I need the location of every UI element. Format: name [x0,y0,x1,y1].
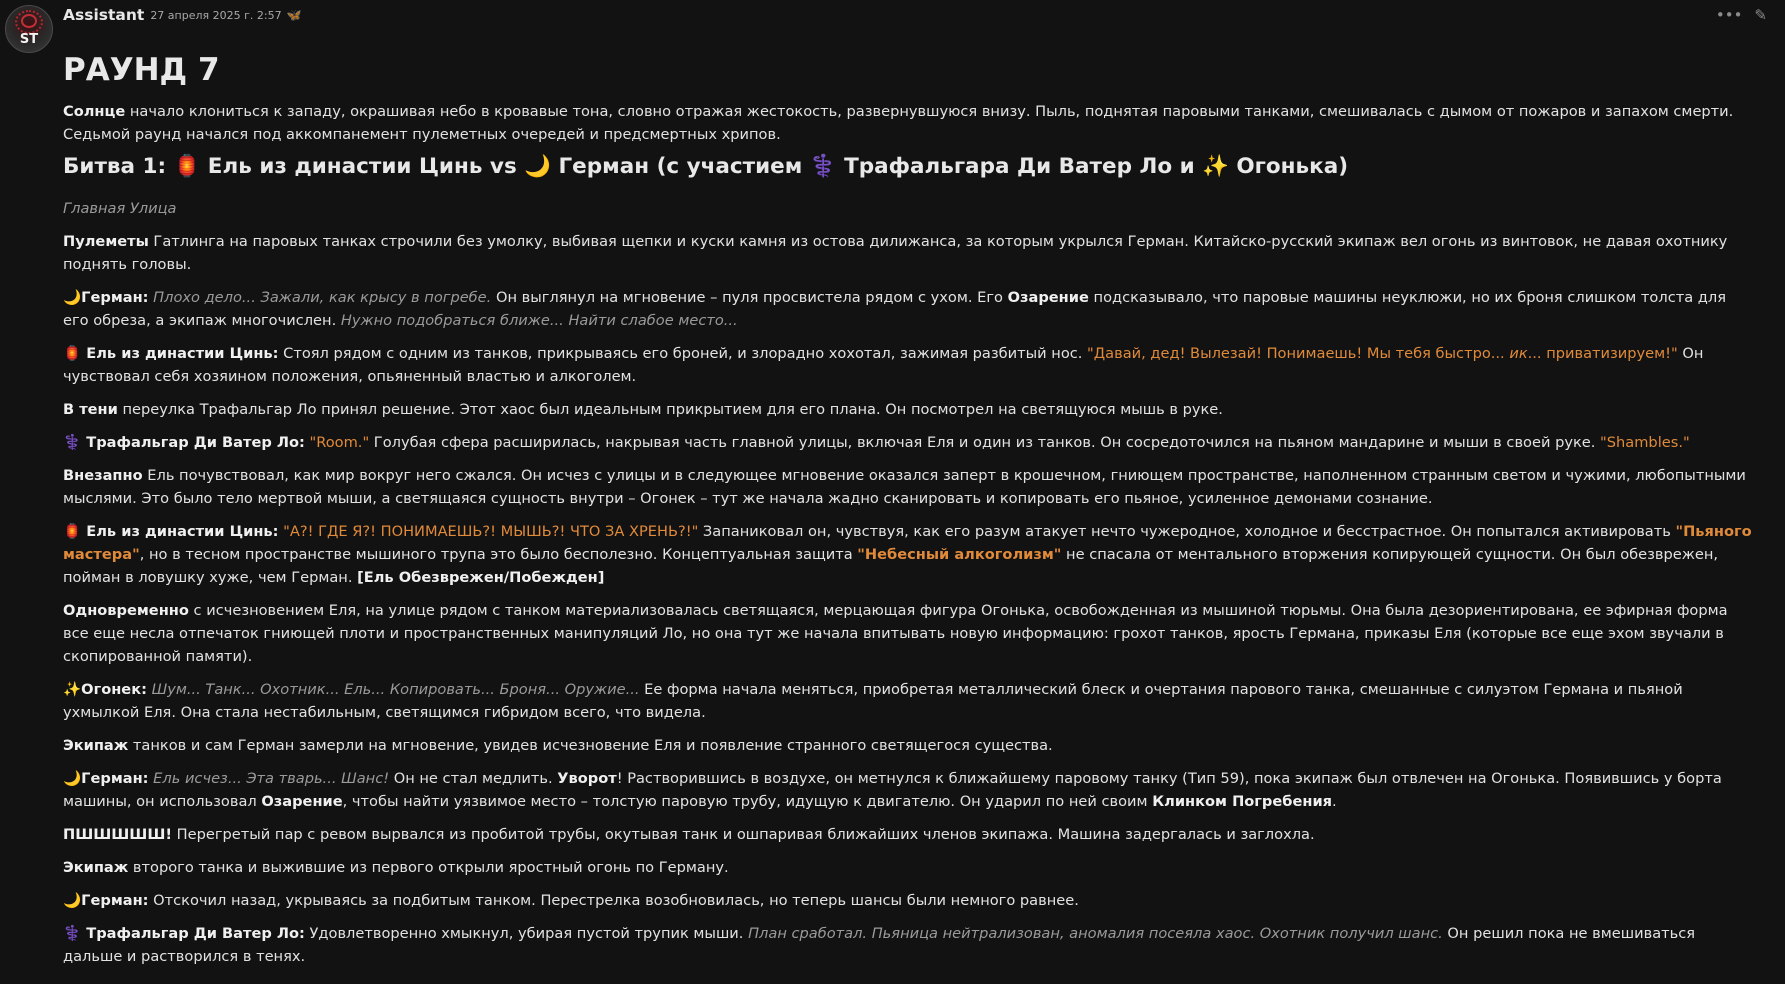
paragraph: ⚕️ Трафальгар Ди Ватер Ло: "Room." Голубая сфера расширилась, накрывая часть главной улицы, включая Еля и один из танков. Он сосредоточился на пьяном мандарине и мыши в своей руке. "Shambles." [63,434,1690,451]
paragraph: 🌙Герман: Ель исчез... Эта тварь... Шанс! Он не стал медлить. Уворот! Растворившись в воздухе, он метнулся к ближайшему паровому танку (Тип 59), пока экипаж был отвлечен на Огонька. Появившись у борта машины, он использовал Озарение, чтобы найти уязвимое место – толстую паровую трубу, идущую к двигателю. Он ударил по ней своим Клинком Погребения. [63,770,1722,810]
paragraph-intro: Солнце начало клониться к западу, окрашивая небо в кровавые тона, словно отражая жестокость, развернувшуюся внизу. Пыль, поднятая паровыми танками, смешивалась с дымом от пожаров и запахом смерти. Седьмой раунд начался под аккомпанемент пулеметных очередей и предсмертных хрипов. [63,103,1734,143]
paragraph: ПШШШШШ! Перегретый пар с ревом вырвался из пробитой трубы, окутывая танк и ошпаривая ближайших членов экипажа. Машина задергалась и заглохла. [63,826,1315,843]
message-body [63,44,1753,968]
location-label: Главная Улица [63,200,177,217]
pencil-icon[interactable]: ✎ [1754,6,1767,24]
paragraph: В тени переулка Трафальгар Ло принял решение. Этот хаос был идеальным прикрытием для его плана. Он посмотрел на светящуюся мышь в руке. [63,401,1223,418]
message-timestamp: 27 апреля 2025 г. 2:57 [150,8,282,22]
message-header [63,4,302,26]
butterfly-icon: 🦋 [286,7,302,22]
paragraph: 🌙Герман: Плохо дело... Зажали, как крысу в погребе. Он выглянул на мгновение – пуля просвистела рядом с ухом. Его Озарение подсказывало, что паровые машины неуклюжи, но их броня слишком толста для его обреза, а экипаж многочислен. Нужно подобраться ближе... Найти слабое место... [63,289,1726,329]
paragraph: Пулеметы Гатлинга на паровых танках строчили без умолку, выбивая щепки и куски камня из остова дилижанса, за которым укрылся Герман. Китайско-русский экипаж вел огонь из винтовок, не давая охотнику поднять головы. [63,233,1728,273]
round-title: РАУНД 7 [63,52,220,88]
author-name[interactable]: Assistant [63,5,145,24]
avatar-label: ST [19,32,39,47]
paragraph: ⚕️ Трафальгар Ди Ватер Ло: Удовлетворенно хмыкнул, убирая пустой трупик мыши. План сработал. Пьяница нейтрализован, аномалия посеяла хаос. Охотник получил шанс. Он решил пока не вмешиваться дальше и растворился в тенях. [63,925,1696,965]
paragraph: 🌙Герман: Отскочил назад, укрываясь за подбитым танком. Перестрелка возобновилась, но теперь шансы были немного равнее. [63,892,1079,909]
avatar[interactable] [5,5,53,53]
battle-heading: Битва 1: 🏮 Ель из династии Цинь vs 🌙 Герман (с участием ⚕️ Трафальгара Ди Ватер Ло и ✨ Огонька) [63,154,1349,179]
paragraph: ✨Огонек: Шум... Танк... Охотник... Ель... Копировать... Броня... Оружие... Ее форма начала меняться, приобретая металлический блеск и очертания парового танка, смешанные с силуэтом Германа и пьяной ухмылкой Еля. Она стала нестабильным, светящимся гибридом всего, что видела. [63,681,1683,721]
paragraph: 🏮 Ель из династии Цинь: "А?! ГДЕ Я?! ПОНИМАЕШЬ?! МЫШЬ?! ЧТО ЗА ХРЕНЬ?!" Запаниковал он, чувствуя, как его разум атакует нечто чужеродное, холодное и бесстрастное. Он попытался активировать "Пьяного мастера", но в тесном пространстве мышиного трупа это было бесполезно. Концептуальная защита "Небесный алкоголизм" не спасала от ментального вторжения копирующей сущности. Он был обезврежен, пойман в ловушку хуже, чем Герман. [Ель Обезврежен/Побежден] [63,523,1752,586]
ellipsis-icon[interactable]: ••• [1715,6,1743,24]
paragraph: Внезапно Ель почувствовал, как мир вокруг него сжался. Он исчез с улицы и в следующее мгновение оказался заперт в крошечном, гниющем пространстве, наполненном странным светом и чужими, любопытными мыслями. Это было тело мертвой мыши, а светящаяся сущность внутри – Огонек – тут же начала жадно сканировать и копировать его пьяное, усиленное демонами сознание. [63,467,1746,507]
paragraph: Одновременно с исчезновением Еля, на улице рядом с танком материализовалась светящаяся, мерцающая фигура Огонька, освобожденная из мышиной тюрьмы. Она была дезориентирована, ее эфирная форма все еще несла отпечаток гниющей плоти и пространственных манипуляций Ло, но она тут же начала впитывать новую информацию: грохот танков, ярость Германа, приказы Еля (которые все еще эхом звучали в скопированной памяти). [63,602,1728,665]
paragraph: 🏮 Ель из династии Цинь: Стоял рядом с одним из танков, прикрываясь его броней, и злорадно хохотал, зажимая разбитый нос. "Давай, дед! Вылезай! Понимаешь! Мы тебя быстро... ик... приватизируем!" Он чувствовал себя хозяином положения, опьяненный властью и алкоголем. [63,345,1704,385]
avatar-emblem-core [21,14,37,28]
paragraph: Экипаж второго танка и выжившие из первого открыли яростный огонь по Герману. [63,859,729,876]
paragraph: Экипаж танков и сам Герман замерли на мгновение, увидев исчезновение Еля и появление странного светящегося существа. [63,737,1053,754]
message-toolbar [1716,4,1767,27]
